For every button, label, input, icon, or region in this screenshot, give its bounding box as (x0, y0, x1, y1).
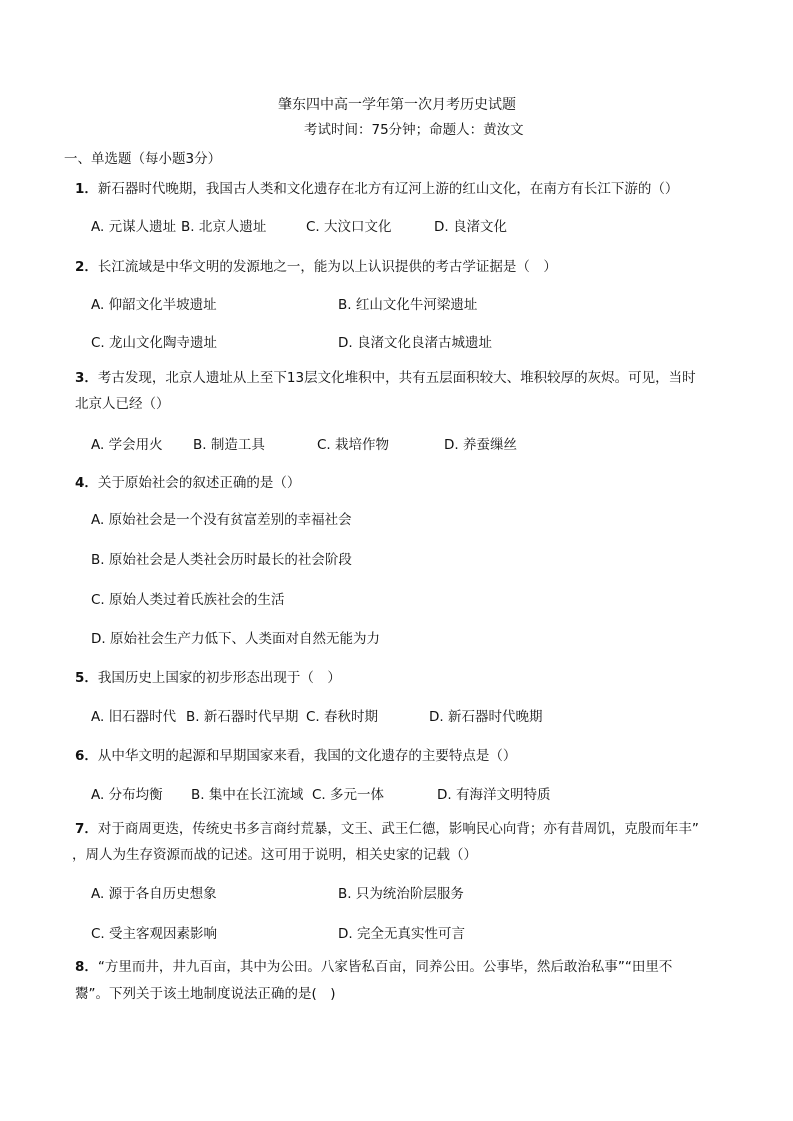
option-d[interactable]: D. 养蚕缫丝 (444, 437, 517, 453)
option-d[interactable]: D. 良渚文化良渚古城遗址 (338, 335, 492, 351)
question-text: 2．长江流域是中华文明的发源地之一，能为以上认识提供的考古学证据是（ ） (75, 259, 557, 275)
option-c[interactable]: C. 原始人类过着氏族社会的生活 (91, 592, 285, 608)
option-a[interactable]: A. 原始社会是一个没有贫富差别的幸福社会 (91, 512, 352, 528)
option-a[interactable]: A. 分布均衡 (91, 787, 163, 803)
option-b[interactable]: B. 新石器时代早期 (186, 709, 299, 725)
option-b[interactable]: B. 北京人遗址 (181, 219, 267, 235)
option-d[interactable]: D. 完全无真实性可言 (338, 926, 465, 942)
question-text: 6．从中华文明的起源和早期国家来看，我国的文化遗存的主要特点是（） (75, 748, 517, 764)
option-a[interactable]: A. 元谋人遗址 (91, 219, 177, 235)
option-d[interactable]: D. 原始社会生产力低下、人类面对自然无能为力 (91, 631, 380, 647)
option-c[interactable]: C. 龙山文化陶寺遗址 (91, 335, 218, 351)
option-c[interactable]: C. 栽培作物 (317, 437, 390, 453)
question-text: 3．考古发现，北京人遗址从上至下13层文化堆积中，共有五层面积较大、堆积较厚的灰烬。可见，当时 (75, 370, 696, 386)
exam-subtitle: 考试时间：75分钟；命题人：黄汝文 (304, 122, 524, 138)
option-b[interactable]: B. 只为统治阶层服务 (338, 886, 464, 902)
option-a[interactable]: A. 学会用火 (91, 437, 163, 453)
option-c[interactable]: C. 春秋时期 (306, 709, 379, 725)
option-c[interactable]: C. 多元一体 (312, 787, 385, 803)
question-text: 1．新石器时代晚期，我国古人类和文化遗存在北方有辽河上游的红山文化，在南方有长江下游的（） (75, 181, 679, 197)
option-d[interactable]: D. 新石器时代晚期 (429, 709, 543, 725)
question-text: 4．关于原始社会的叙述正确的是（） (75, 475, 301, 491)
option-b[interactable]: B. 原始社会是人类社会历时最长的社会阶段 (91, 552, 352, 568)
option-b[interactable]: B. 红山文化牛河梁遗址 (338, 297, 478, 313)
question-text: 5．我国历史上国家的初步形态出现于（ ） (75, 670, 341, 686)
question-text-cont: 鬻”。下列关于该土地制度说法正确的是( ) (75, 986, 336, 1002)
question-text: 7．对于商周更迭，传统史书多言商纣荒暴，文王、武王仁德，影响民心向背；亦有昔周饥，克殷而年丰” (75, 821, 699, 837)
question-text-cont: ，周人为生存资源而战的记述。这可用于说明，相关史家的记载（） (72, 847, 477, 863)
section-heading: 一、单选题（每小题3分） (64, 151, 222, 167)
option-c[interactable]: C. 受主客观因素影响 (91, 926, 218, 942)
option-d[interactable]: D. 有海洋文明特质 (437, 787, 551, 803)
option-a[interactable]: A. 旧石器时代 (91, 709, 177, 725)
option-b[interactable]: B. 集中在长江流域 (191, 787, 304, 803)
option-c[interactable]: C. 大汶口文化 (306, 219, 392, 235)
question-text-cont: 北京人已经（） (75, 396, 170, 412)
exam-title: 肇东四中高一学年第一次月考历史试题 (278, 97, 516, 113)
question-text: 8．“方里而井，井九百亩，其中为公田。八家皆私百亩，同养公田。公事毕，然后敢治私事”“田里不 (75, 959, 673, 975)
option-a[interactable]: A. 仰韶文化半坡遗址 (91, 297, 217, 313)
option-d[interactable]: D. 良渚文化 (434, 219, 507, 235)
option-a[interactable]: A. 源于各自历史想象 (91, 886, 217, 902)
option-b[interactable]: B. 制造工具 (193, 437, 265, 453)
